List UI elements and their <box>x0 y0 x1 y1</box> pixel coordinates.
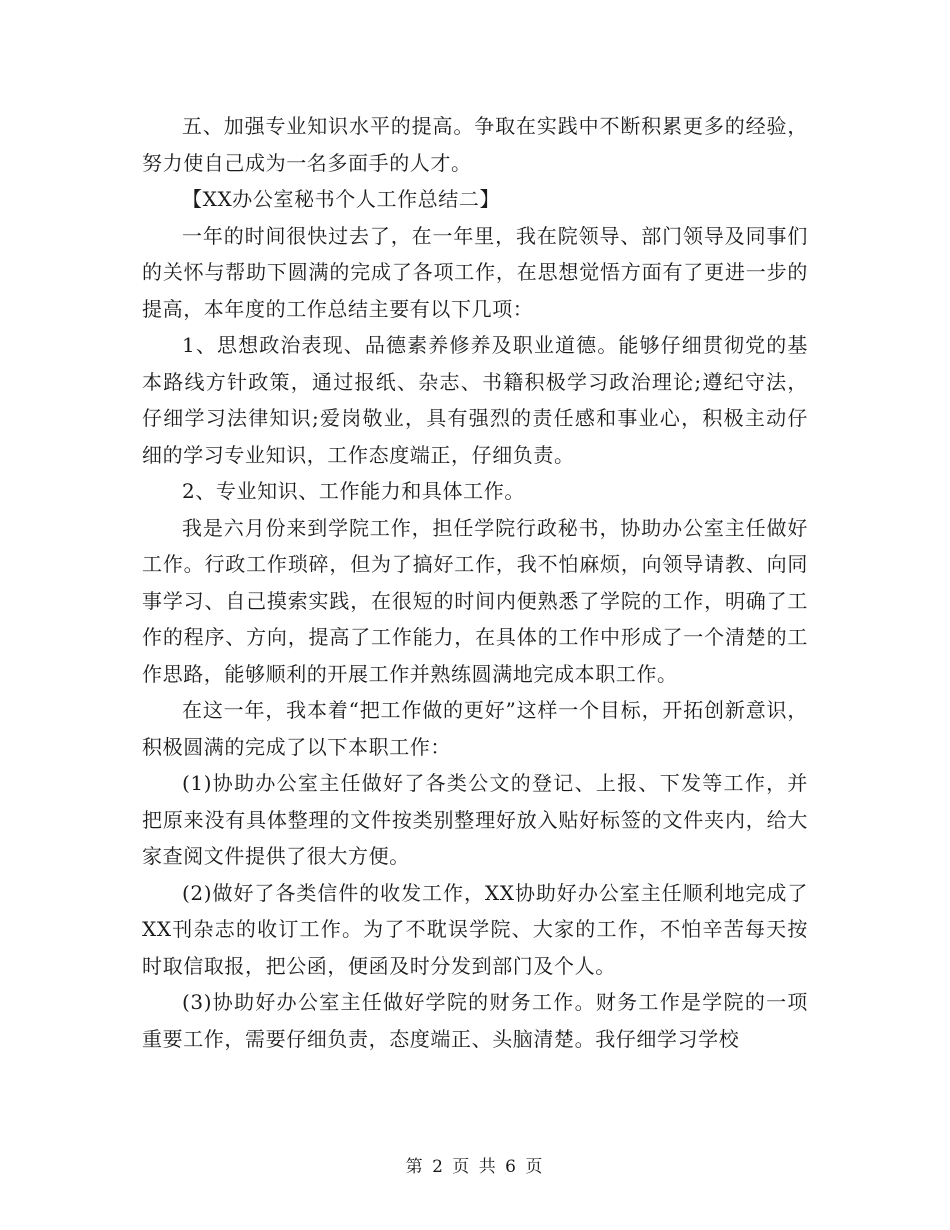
paragraph-3: 1、思想政治表现、品德素养修养及职业道德。能够仔细贯彻党的基本路线方针政策，通过报纸、杂志、书籍积极学习政治理论;遵纪守法，仔细学习法律知识;爱岗敬业，具有强烈的责任感和事业心，积极主动仔细的学习专业知识，工作态度端正，仔细负责。 <box>142 333 808 467</box>
paragraph-4: 2、专业知识、工作能力和具体工作。 <box>182 479 525 503</box>
paragraph-8: (2)做好了各类信件的收发工作，XX协助好办公室主任顺利地完成了XX刊杂志的收订工作。为了不耽误学院、大家的工作，不怕辛苦每天按时取信取报，把公函，便函及时分发到部门及个人。 <box>142 880 808 978</box>
paragraph-1: 五、加强专业知识水平的提高。争取在实践中不断积累更多的经验，努力使自己成为一名多面手的人才。 <box>142 114 808 175</box>
paragraph-5: 我是六月份来到学院工作，担任学院行政秘书，协助办公室主任做好工作。行政工作琐碎，但为了搞好工作，我不怕麻烦，向领导请教、向同事学习、自己摸索实践，在很短的时间内便熟悉了学院的工作，明确了工作的程序、方向，提高了工作能力，在具体的工作中形成了一个清楚的工作思路，能够顺利的开展工作并熟练圆满地完成本职工作。 <box>142 515 808 686</box>
page-number-footer: 第 2 页 共 6 页 <box>405 1157 545 1177</box>
paragraph-7: (1)协助办公室主任做好了各类公文的登记、上报、下发等工作，并把原来没有具体整理的文件按类别整理好放入贴好标签的文件夹内，给大家查阅文件提供了很大方便。 <box>142 771 808 868</box>
section-title: 【XX办公室秘书个人工作总结二】 <box>182 187 501 211</box>
paragraph-9: (3)协助好办公室主任做好学院的财务工作。财务工作是学院的一项重要工作，需要仔细负责，态度端正、头脑清楚。我仔细学习学校 <box>142 990 808 1051</box>
paragraph-6: 在这一年，我本着“把工作做的更好”这样一个目标，开拓创新意识，积极圆满的完成了以下本职工作： <box>142 698 808 759</box>
paragraph-2: 一年的时间很快过去了，在一年里，我在院领导、部门领导及同事们的关怀与帮助下圆满的完成了各项工作，在思想觉悟方面有了更进一步的提高，本年度的工作总结主要有以下几项： <box>142 223 808 321</box>
document-body <box>142 108 808 1057</box>
